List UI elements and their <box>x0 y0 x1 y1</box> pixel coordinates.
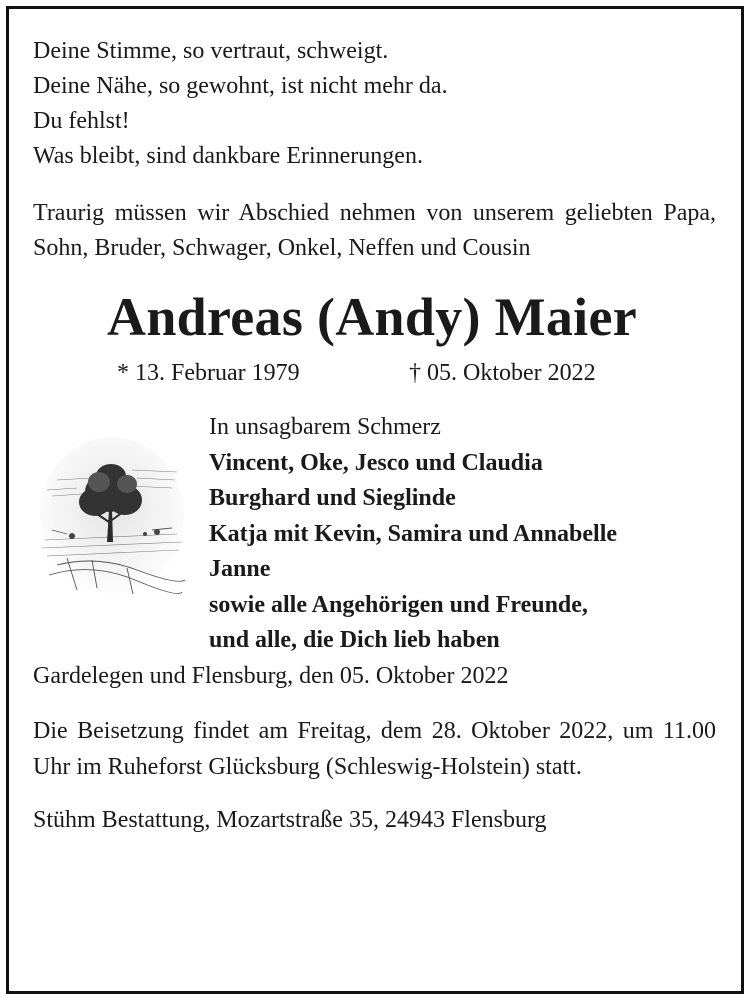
poem <box>33 34 719 174</box>
mourners-lead: In unsagbarem Schmerz <box>209 414 441 440</box>
place-and-date: Gardelegen und Flensburg, den 05. Oktober 2022 <box>33 663 509 689</box>
mourner-line: Katja mit Kevin, Samira und Annabelle <box>209 520 618 547</box>
obituary-content <box>33 34 719 838</box>
undertaker-address: Stühm Bestattung, Mozartstraße 35, 24943 Flensburg <box>33 807 547 833</box>
funeral-details: Die Beisetzung findet am Freitag, dem 28. Oktober 2022, um 11.00 Uhr im Ruheforst Glücksburg (Schleswig-Holstein) statt. <box>33 718 716 780</box>
poem-line: Du fehlst! <box>33 108 130 134</box>
life-dates <box>33 356 719 390</box>
birth-date: * 13. Februar 1979 <box>117 360 300 386</box>
mourner-line: Vincent, Oke, Jesco und Claudia <box>209 449 543 476</box>
deceased-name: Andreas (Andy) Maier <box>107 287 637 347</box>
mourner-line: und alle, die Dich lieb haben <box>209 627 500 653</box>
mourner-line: Janne <box>209 556 271 582</box>
mourner-line: Burghard und Sieglinde <box>209 485 456 511</box>
poem-line: Deine Nähe, so gewohnt, ist nicht mehr da. <box>33 73 448 99</box>
poem-line: Deine Stimme, so vertraut, schweigt. <box>33 38 389 64</box>
mourners-section <box>33 410 719 653</box>
mourner-line: sowie alle Angehörigen und Freunde, <box>209 591 588 618</box>
poem-line: Was bleibt, sind dankbare Erinnerungen. <box>33 143 423 169</box>
mourners-list <box>209 410 729 659</box>
intro-text: Traurig müssen wir Abschied nehmen von unserem geliebten Papa, Sohn, Bruder, Schwager, Onkel, Neffen und Cousin <box>33 200 716 261</box>
death-date: † 05. Oktober 2022 <box>409 360 596 386</box>
tree-landscape-icon <box>37 430 187 600</box>
